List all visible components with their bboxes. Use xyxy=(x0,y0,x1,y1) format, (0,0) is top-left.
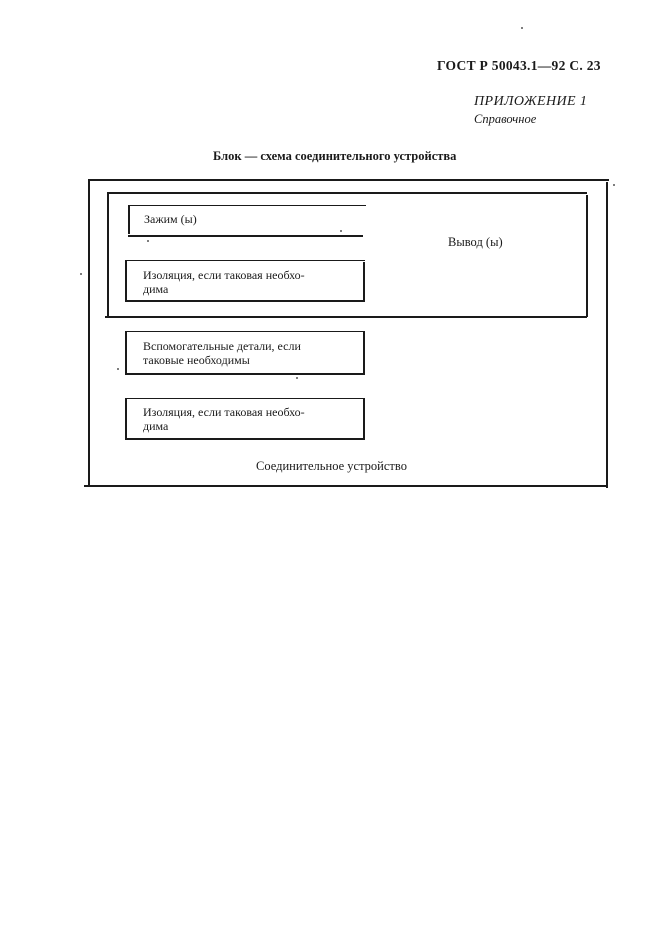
output-label: Вывод (ы) xyxy=(448,235,503,249)
auxiliary-parts-line2: таковые необходимы xyxy=(143,353,250,367)
appendix-subtitle: Справочное xyxy=(474,112,537,126)
scan-speck xyxy=(613,184,615,186)
document-reference: ГОСТ Р 50043.1—92 С. 23 xyxy=(437,58,601,73)
clamp-label: Зажим (ы) xyxy=(144,212,197,226)
connecting-device-label: Соединительное устройство xyxy=(256,459,407,473)
scan-speck xyxy=(80,273,82,275)
appendix-title: ПРИЛОЖЕНИЕ 1 xyxy=(474,94,588,109)
insulation-label-2-line2: дима xyxy=(143,419,169,433)
scan-speck xyxy=(296,377,298,379)
insulation-label-2-line1: Изоляция, если таковая необхо- xyxy=(143,405,305,419)
insulation-label-1-line2: дима xyxy=(143,282,169,296)
scan-speck xyxy=(117,368,119,370)
insulation-label-1-line1: Изоляция, если таковая необхо- xyxy=(143,268,305,282)
diagram-title: Блок — схема соединительного устройства xyxy=(213,149,457,163)
scan-speck xyxy=(340,230,342,232)
scan-speck xyxy=(147,240,149,242)
auxiliary-parts-line1: Вспомогательные детали, если xyxy=(143,339,301,353)
scan-speck xyxy=(521,27,523,29)
